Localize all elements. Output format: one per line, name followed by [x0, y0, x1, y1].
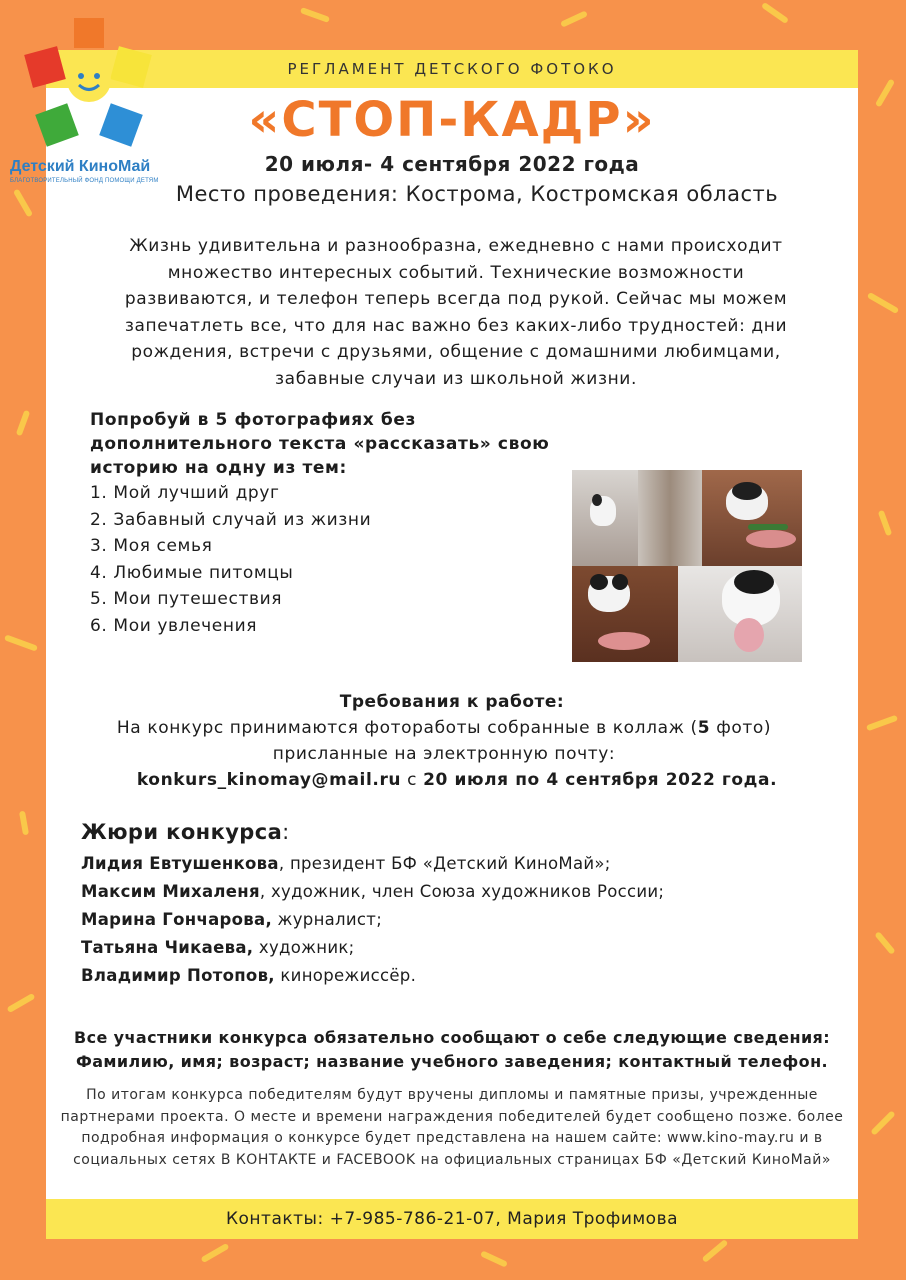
header-subtitle: РЕГЛАМЕНТ ДЕТСКОГО ФОТОКО: [287, 60, 617, 78]
collage-photo: [572, 470, 638, 566]
collage-photo: [678, 566, 802, 662]
collage-photo: [572, 566, 678, 662]
list-item: 5. Мои путешествия: [90, 589, 283, 609]
logo-name: Детский КиноМай: [10, 158, 151, 175]
jury-member-role: кинорежиссёр.: [274, 966, 417, 985]
jury-member-name: Марина Гончарова,: [81, 910, 273, 929]
jury-heading: Жюри конкурса: [81, 820, 283, 844]
jury-member: [81, 906, 841, 934]
jury-member-name: Лидия Евтушенкова: [81, 854, 279, 873]
intro-paragraph: Жизнь удивительна и разнообразна, ежедневно с нами происходит множество интересных событий. Технические возможности развиваются, и телефон теперь всегда под рукой. Сейчас мы можем запечатлеть все, что для нас важно без каких-либо трудностей: дни рождения, встречи с друзьями, общение с домашними любимцами, забавные случаи из школьной жизни.: [124, 236, 788, 389]
contact-email: konkurs_kinomay@mail.ru: [136, 770, 402, 790]
jury-member: [81, 934, 841, 962]
list-item: 6. Мои увлечения: [90, 615, 258, 636]
jury-member: [81, 878, 841, 906]
jury-member-role: художник;: [253, 938, 355, 957]
jury-member-name: Максим Михаленя: [81, 882, 260, 901]
task-lead: Попробуй в 5 фотографиях без дополнительного текста «рассказать» свою историю на одну из тем:: [90, 410, 550, 478]
contest-place: Место проведения: Кострома, Костромская область: [175, 182, 779, 206]
photo-count: 5: [697, 718, 711, 738]
jury-member-name: Владимир Потопов,: [81, 966, 275, 985]
submission-period: 20 июля по 4 сентября 2022 года.: [423, 770, 778, 790]
requirements-line-2: присланные на электронную почту:: [272, 744, 616, 764]
topic-list: [90, 480, 590, 639]
jury-member-role: , президент БФ «Детский КиноМай»;: [278, 854, 611, 873]
requirements-line-1: [38, 718, 850, 738]
contacts: Контакты: +7-985-786-21-07, Мария Трофимова: [225, 1209, 679, 1229]
requirements-text: фото): [710, 718, 772, 738]
final-note: По итогам конкурса победителям будут вручены дипломы и памятные призы, учрежденные партнерами проекта. О месте и времени награждения победителей будет сообщено позже. более подробная информация о конкурсе будет представлена на нашем сайте: www.kino-may.ru и в социальных сетях В КОНТАКТЕ и FACEBOOK на официальных страницах БФ «Детский КиноМай»: [60, 1087, 844, 1168]
logo-mark: [0, 10, 180, 160]
jury-title: [81, 820, 841, 844]
logo-tagline: БЛАГОТВОРИТЕЛЬНЫЙ ФОНД ПОМОЩИ ДЕТЯМ: [10, 178, 159, 184]
jury-section: [81, 820, 841, 990]
bottom-band: [46, 1199, 858, 1239]
jury-member-role: журналист;: [272, 910, 383, 929]
jury-colon: :: [282, 820, 290, 844]
poster-sheet: [46, 50, 858, 1230]
participant-requirements-line-2: Фамилию, имя; возраст; название учебного заведения; контактный телефон.: [75, 1052, 829, 1071]
collage-photo: [638, 470, 702, 566]
kinomay-logo: [0, 10, 180, 184]
jury-member-role: , художник, член Союза художников России;: [259, 882, 665, 901]
contest-title: «СТОП-КАДР»: [248, 92, 656, 148]
requirements-line-3: [51, 770, 863, 790]
jury-member: [81, 850, 841, 878]
list-item: 3. Моя семья: [90, 536, 213, 556]
list-item: 2. Забавный случай из жизни: [90, 509, 372, 530]
requirements-title: Требования к работе:: [339, 692, 565, 712]
participant-requirements: [46, 1026, 858, 1074]
list-item: 1. Мой лучший друг: [90, 483, 280, 503]
collage-photo: [702, 470, 802, 566]
requirements-text: с: [401, 770, 424, 790]
task-block: [90, 408, 590, 639]
contest-dates: 20 июля- 4 сентября 2022 года: [264, 152, 640, 176]
jury-member-name: Татьяна Чикаева,: [81, 938, 254, 957]
jury-member: [81, 962, 841, 990]
cat-photo-collage: [572, 470, 802, 662]
list-item: 4. Любимые питомцы: [90, 562, 294, 583]
requirements-text: На конкурс принимаются фотоработы собранные в коллаж (: [116, 718, 698, 738]
participant-requirements-line-1: Все участники конкурса обязательно сообщают о себе следующие сведения:: [73, 1028, 831, 1047]
